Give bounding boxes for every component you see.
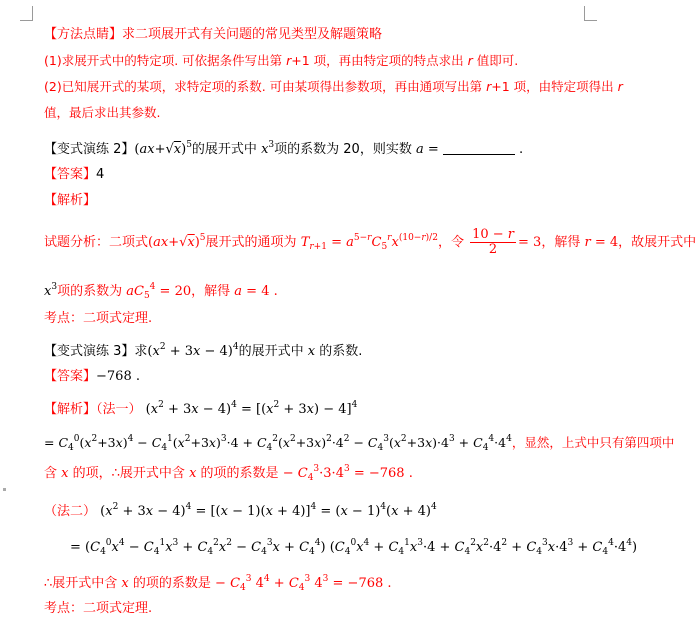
method2-label: （法二） bbox=[44, 504, 97, 519]
crop-mark-top-right bbox=[584, 6, 597, 21]
ex3-method1-header: 【解析】（法一） $(x^2 + 3x - 4)^4 = [(x^2 + 3x) - 4]^4$ bbox=[44, 400, 358, 417]
ex2-question: 【变式演练 2】$(ax+√x)^5$的展开式中 $x^3$项的系数为 20，则实数 a = . bbox=[44, 140, 524, 157]
crop-mark-top-left bbox=[20, 6, 33, 21]
answer-value: −768 . bbox=[96, 369, 140, 384]
fraction: $\frac{10 - r}{2}$ bbox=[472, 227, 515, 257]
analysis-label: 【解析】 bbox=[44, 402, 97, 417]
ex3-method1-line3: 含 x 的项，∴展开式中含 x 的项的系数是 − $C_4^3\cdot 3\cdot 4^3 = -768$ . bbox=[44, 464, 413, 483]
ex3-method2-line3: ∴展开式中含 x 的项的系数是 − $C_4^3$ $4^4 + C_4^3$ $4^3 = -768$ . bbox=[44, 574, 392, 593]
ex2-answer bbox=[44, 166, 104, 184]
answer-label: 【答案】 bbox=[44, 369, 97, 384]
method-point-1: (1)求展开式中的特定项. 可依据条件写出第 r+1 项，再由特定项的特点求出 r 值即可. bbox=[44, 53, 519, 68]
ex3-kaodian: 考点：二项式定理. bbox=[44, 601, 153, 616]
ex2-kaodian: 考点：二项式定理. bbox=[44, 311, 153, 326]
ex3-answer bbox=[44, 368, 140, 386]
margin-marker bbox=[3, 488, 6, 491]
method-title bbox=[44, 26, 382, 44]
answer-value: 4 bbox=[96, 167, 105, 182]
ex3-method2-line2: = $(C_4^0x^4 - C_4^1x^3 + C_4^2x^2 - C_4^3x + C_4^4) (C_4^0x^4 + C_4^1x^3\cdot 4 + C_4^2x^2\cdot 4^2 + C_4^3x\cdot 4^3 + C_4^4\cdot 4^4)$ bbox=[70, 538, 638, 557]
ex2-solution-line2: $x^3$项的系数为 $aC_5^4 = 20$，解得 a = 4 . bbox=[44, 282, 278, 301]
ex3-question: 【变式演练 3】求$(x^2 + 3x - 4)^4$的展开式中 x 的系数. bbox=[44, 342, 363, 359]
method-point-2b: 值，最后求出其参数. bbox=[44, 105, 161, 120]
method-title-text: 【方法点睛】求二项展开式有关问题的常见类型及解题策略 bbox=[44, 27, 383, 42]
method1-label: （法一） bbox=[96, 402, 142, 417]
answer-blank bbox=[443, 142, 515, 155]
ex2-solution-line1: 试题分析：二项式$(ax+√x)^5$展开式的通项为 $T_{r+1} = a^{5-r}C_5^rx^{(10-r)/2}$，令 $\frac{10 - r}{2}$ = 3，解得 r = 4，故展开式中 bbox=[44, 227, 696, 257]
answer-label: 【答案】 bbox=[44, 167, 97, 182]
ex3-method2-header: （法二） $(x^2 + 3x - 4)^4 = [(x - 1)(x + 4)]^4 = (x - 1)^4(x + 4)^4$ bbox=[44, 502, 437, 519]
ex2-analysis-label: 【解析】 bbox=[44, 193, 97, 208]
ex3-method1-line2: = $C_4^0(x^2+3x)^4 - C_4^1(x^2+3x)^3\cdot 4 + C_4^2(x^2+3x)^2\cdot 4^2 - C_4^3(x^2+3x)\cdot 4^3 + C_4^4\cdot 4^4$，显然，上式中只有第四项中 bbox=[44, 434, 675, 453]
method-point-2a: (2)已知展开式的某项，求特定项的系数. 可由某项得出参数项，再由通项写出第 r+1 项，由特定项得出 r bbox=[44, 79, 623, 94]
